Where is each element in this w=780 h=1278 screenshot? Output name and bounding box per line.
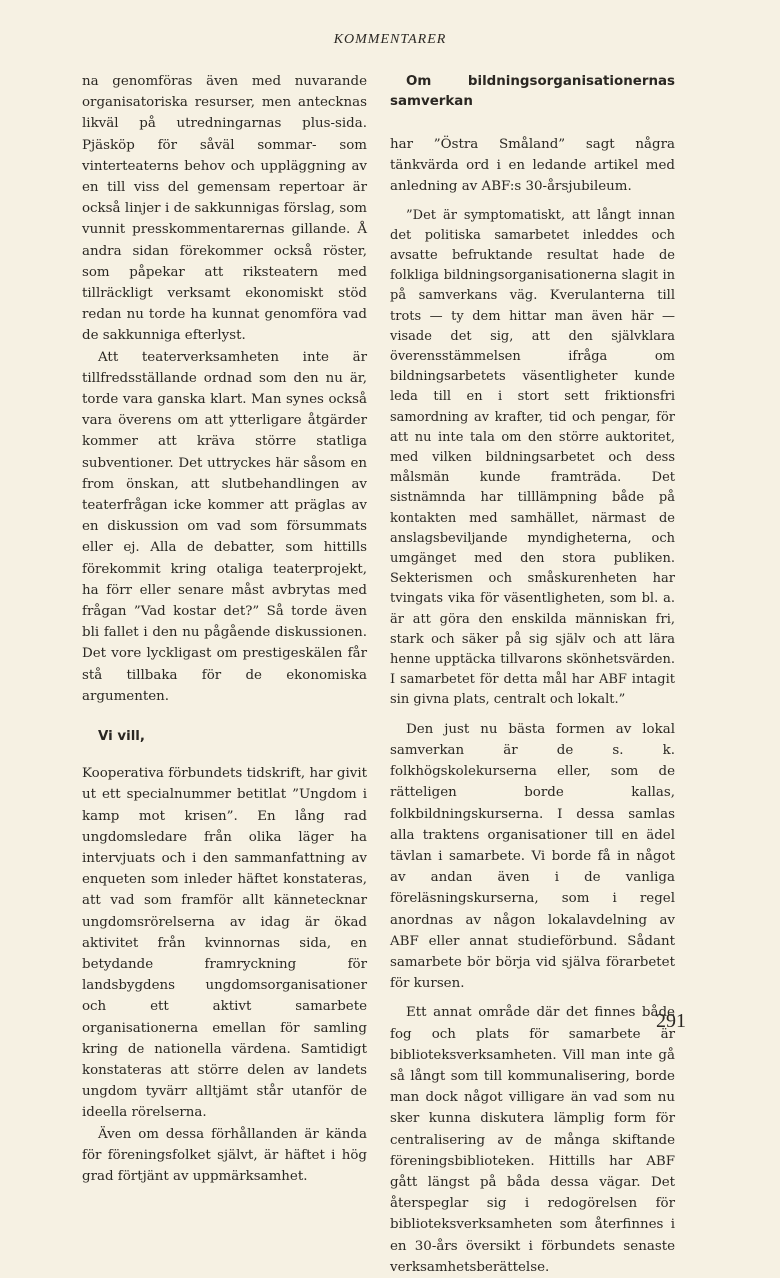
paragraph: na genomföras även med nuvarande organisatoriska resurser, men antecknas likväl på utredningarnas plus-sida. Pjäsköp för såväl sommar- som vinterteaterns behov och uppläggning av en till viss del gemensam repertoar är också linjer i de sakkunnigas förslag, som vunnit presskommentarernas gillande. Å andra sidan förekommer också röster, som påpekar att riksteatern med tillräckligt verksamt ekonomiskt stöd redan nu torde ha kunnat genomföra vad de sakkunniga efterlyst. — [82, 74, 367, 344]
section-heading: Om bildningsorganisationernas samverkan — [390, 74, 675, 109]
running-header: KOMMENTARER — [333, 32, 447, 47]
paragraph: Den just nu bästa formen av lokal samverkan är de s. k. folkhögskolekurserna eller, som de rätteligen borde kallas, folkbildningskurserna. I dessa samlas alla traktens organisationer till en ädel tävlan i samarbete. Vi borde få in något av andan även i de vanliga föreläsningskurserna, som i regel anordnas av någon lokalavdelning av ABF eller annat studieförbund. Sådant samarbete bör börja vid själva förarbetet för kursen. — [390, 721, 675, 992]
paragraph: Kooperativa förbundets tidskrift, har givit ut ett specialnummer betitlat ”Ungdom i kamp mot krisen”. En lång rad ungdomsledare från olika läger ha intervjuats och i den sammanfattning av enqueten som inleder häftet konstateras, att vad som framför allt kännetecknar ungdomsrörelserna av idag är ökad aktivitet från kvinnornas sida, en betydande framryckning för landsbygdens ungdomsorganisationer och ett aktivt samarbete organisationerna emellan för samling kring de nationella värdena. Samtidigt konstateras att större delen av landets ungdom tyvärr alltjämt står utanför de ideella rörelserna. — [82, 766, 367, 1121]
section-heading: Vi vill, — [98, 729, 145, 745]
right-column — [390, 72, 675, 1278]
left-column — [82, 71, 367, 1187]
paragraph: Även om dessa förhållanden är kända för föreningsfolket självt, är häftet i hög grad förtjänt av uppmärksamhet. — [82, 1126, 367, 1184]
block-quote: ”Det är symptomatiskt, att långt innan det politiska samarbetet inleddes och avsatte befruktande resultat hade de folkliga bildningsorganisationerna slagit in på samverkans väg. Kverulanterna till trots — ty dem hittar man även här — visade det sig, att den självklara överensstämmelsen ifråga om bildningsarbetets väsentligheter kunde leda till en i stort sett friktionsfri samordning av krafter, tid och pengar, för att nu inte tala om den större auktoritet, med vilken bildningsarbetet och dess målsmän kunde framträda. Det sistnämnda har tilllämpning både på kontakten med samhället, närmast de anslagsbeviljande myndigheterna, och umgänget med den stora publiken. Sekterismen och småskurenheten har tvingats vika för väsentligheten, som bl. a. är att göra den enskilda människan fri, stark och säker på sig själv och att lära henne upptäcka tillvarons skönhetsvärden. I samarbetet för detta mål har ABF intagit sin givna plats, centralt och lokalt.” — [390, 207, 675, 708]
page-number: 291 — [656, 1010, 686, 1032]
paragraph: Ett annat område där det finnes både fog och plats för samarbete är biblioteksverksamheten. Vill man inte gå så långt som till kommunalisering, borde man dock något villigare än vad som nu sker kunna diskutera lämplig form för centralisering av de många skiftande föreningsbiblioteken. Hittills har ABF gått längst på båda dessa vägar. Det återspeglar sig i redogörelsen för biblioteksverksamheten som återfinnes i en 30-års översikt i förbundets senaste verksamhetsberättelse. — [390, 1005, 675, 1275]
paragraph: Att teaterverksamheten inte är tillfredsställande ordnad som den nu är, torde vara ganska klart. Man synes också vara överens om att ytterligare åtgärder kommer att kräva större statliga subventioner. Det uttryckes här såsom en from önskan, att slutbehandlingen av teaterfrågan icke kommer att präglas av en diskussion om vad som försummats eller ej. Alla de debatter, som hittills förekommit kring otaliga teaterprojekt, ha förr eller senare måst avbrytas med frågan ”Vad kostar det?” Så torde även bli fallet i den nu pågående diskussionen. Det vore lyckligast om prestigeskälen får stå tillbaka för de ekonomiska argumenten. — [82, 349, 367, 704]
paragraph: har ”Östra Småland” sagt några tänkvärda ord i en ledande artikel med anledning av ABF:s 30-årsjubileum. — [390, 137, 675, 195]
